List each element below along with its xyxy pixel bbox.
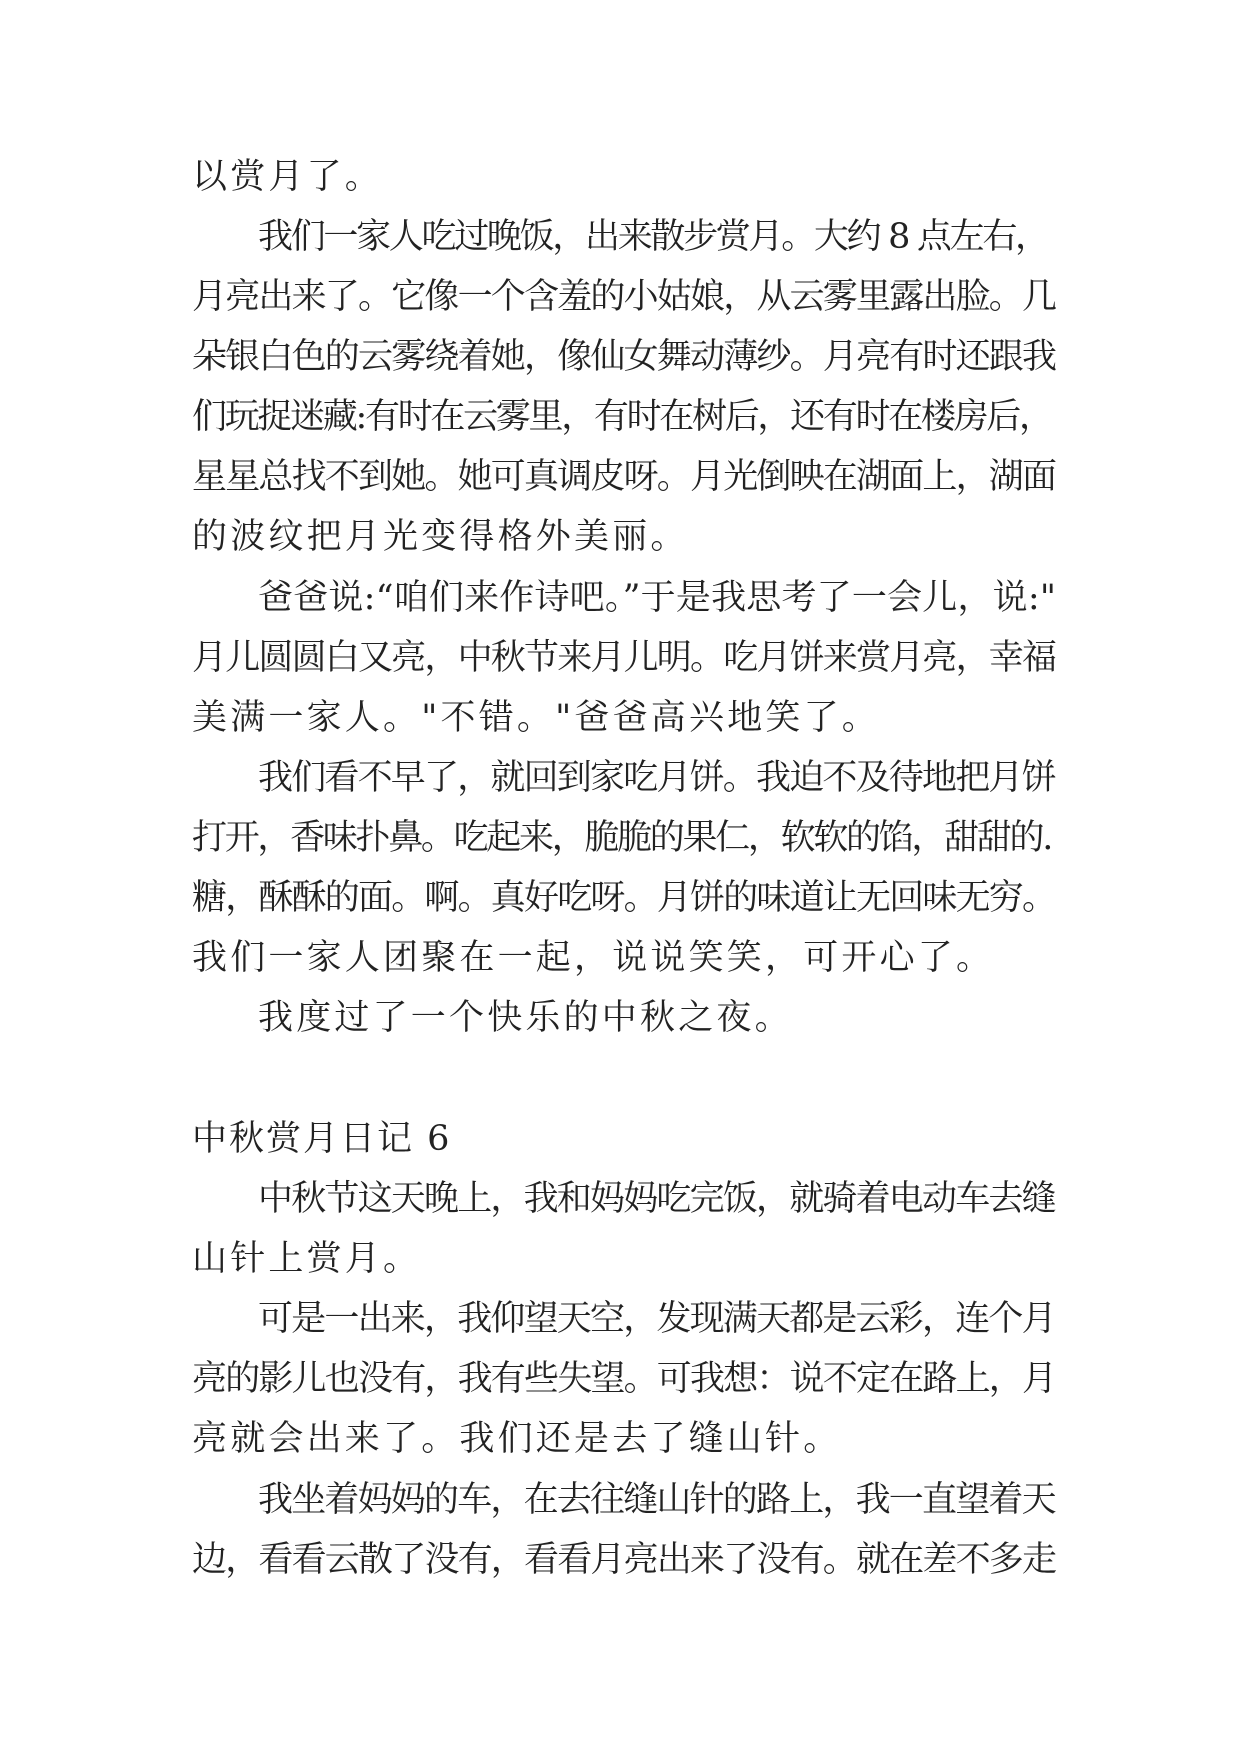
paragraph-line: 爸爸说:“咱们来作诗吧。”于是我思考了一会儿，说:" — [258, 578, 1057, 618]
paragraph-line: 我们看不早了，就回到家吃月饼。我迫不及待地把月饼 — [258, 758, 1055, 798]
paragraph-line: 亮的影儿也没有，我有些失望。可我想：说不定在路上，月 — [192, 1359, 1056, 1399]
paragraph-line: 我坐着妈妈的车，在去往缝山针的路上，我一直望着天 — [258, 1480, 1055, 1520]
paragraph-line: 打开，香味扑鼻。吃起来，脆脆的果仁，软软的馅，甜甜的. — [192, 818, 1052, 858]
paragraph-line: 星星总找不到她。她可真调皮呀。月光倒映在湖面上，湖面 — [192, 457, 1056, 497]
paragraph-line: 中秋节这天晚上，我和妈妈吃完饭，就骑着电动车去缝 — [258, 1179, 1055, 1219]
paragraph-line: 亮就会出来了。我们还是去了缝山针。 — [192, 1419, 842, 1459]
paragraph-line: 我们一家人团聚在一起，说说笑笑，可开心了。 — [192, 938, 995, 978]
paragraph-line: 以赏月了。 — [192, 157, 384, 197]
paragraph-line: 们玩捉迷藏:有时在云雾里，有时在树后，还有时在楼房后， — [192, 397, 1052, 437]
paragraph-line: 糖，酥酥的面。啊。真好吃呀。月饼的味道让无回味无穷。 — [192, 878, 1056, 918]
section-heading: 中秋赏月日记 6 — [192, 1119, 452, 1159]
paragraph-line: 的波纹把月光变得格外美丽。 — [192, 517, 689, 557]
paragraph-line: 朵银白色的云雾绕着她，像仙女舞动薄纱。月亮有时还跟我 — [192, 337, 1056, 377]
paragraph-line: 边，看看云散了没有，看看月亮出来了没有。就在差不多走 — [192, 1540, 1056, 1580]
paragraph-line: 月儿圆圆白又亮，中秋节来月儿明。吃月饼来赏月亮，幸福 — [192, 638, 1056, 678]
paragraph-line: 我度过了一个快乐的中秋之夜。 — [258, 998, 793, 1038]
paragraph-line: 我们一家人吃过晚饭，出来散步赏月。大约 8 点左右， — [258, 217, 1048, 257]
paragraph-line: 美满一家人。"不错。"爸爸高兴地笑了。 — [192, 698, 880, 738]
paragraph-line: 月亮出来了。它像一个含羞的小姑娘，从云雾里露出脸。几 — [192, 277, 1056, 317]
paragraph-line: 山针上赏月。 — [192, 1239, 422, 1279]
paragraph-line: 可是一出来，我仰望天空，发现满天都是云彩，连个月 — [258, 1299, 1055, 1339]
